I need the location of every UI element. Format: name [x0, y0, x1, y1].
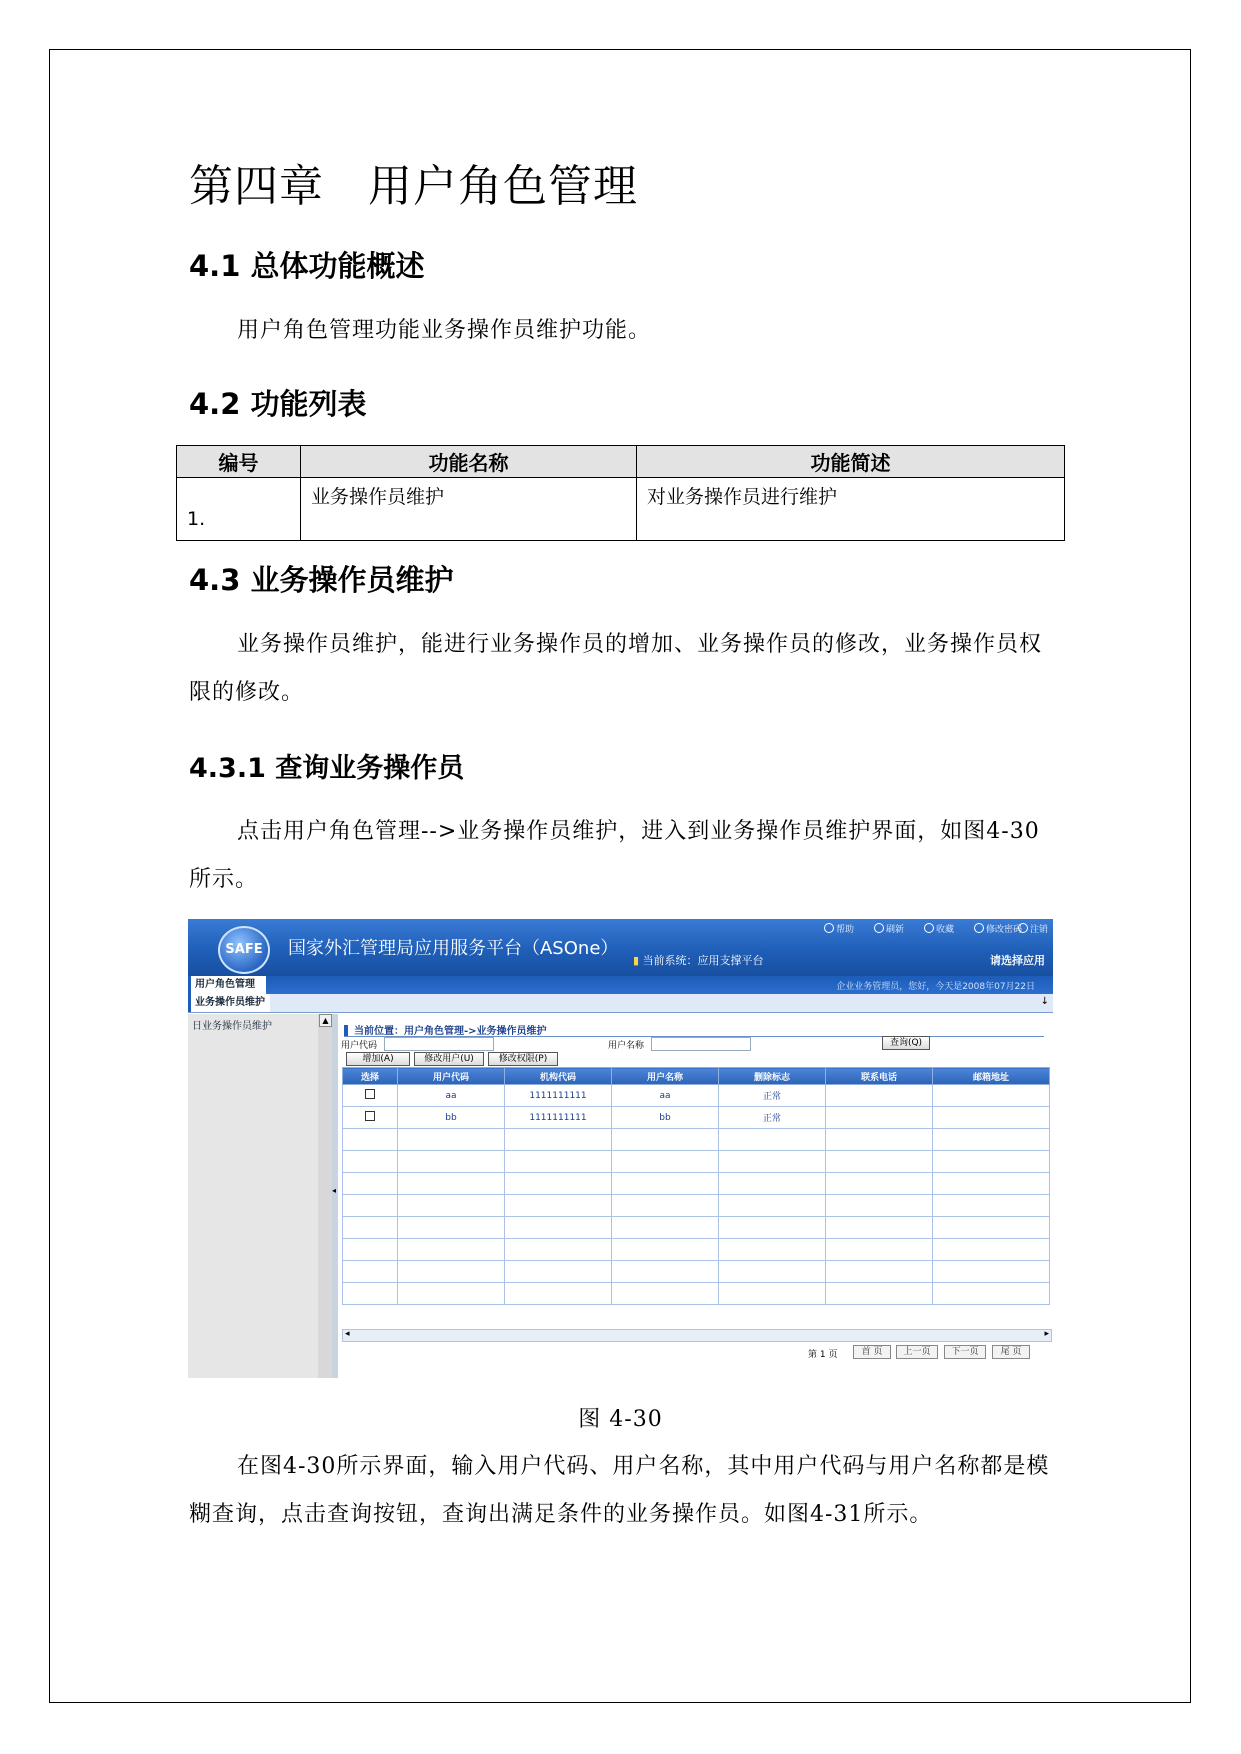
welcome-text: 企业业务管理员，您好，今天是2008年07月22日: [836, 982, 1035, 992]
table-row[interactable]: [343, 1085, 1050, 1107]
book-icon: ▮: [633, 954, 640, 967]
table-cell: 1.: [177, 478, 301, 541]
edit-permission-button[interactable]: 修改权限(P): [488, 1052, 558, 1066]
left-scrollbar[interactable]: [318, 1014, 332, 1378]
empty-row: [343, 1173, 1050, 1195]
next-page-button[interactable]: 下一页: [944, 1345, 986, 1359]
collapse-left-icon: ◂: [332, 1186, 337, 1195]
figure-caption: 图 4-30: [578, 1407, 663, 1432]
add-button[interactable]: 增加(A): [346, 1052, 410, 1066]
tree-item-operator-maintenance[interactable]: 日业务操作员维护: [192, 1021, 272, 1032]
last-page-button[interactable]: 尾 页: [992, 1345, 1030, 1359]
cell-delete-flag: 正常: [719, 1085, 826, 1107]
section-4-3-heading: 4.3 业务操作员维护: [189, 563, 454, 597]
arrow-down-icon[interactable]: ↓: [1040, 996, 1049, 1007]
table-cell: 对业务操作员进行维护: [637, 478, 1065, 541]
left-panel: [188, 1014, 318, 1378]
main-content: [338, 1014, 1053, 1378]
column-header[interactable]: 用户代码: [398, 1068, 505, 1085]
safe-logo: SAFE: [218, 926, 270, 974]
prev-page-button[interactable]: 上一页: [896, 1345, 938, 1359]
current-system: ▮ 当前系统：应用支撑平台: [633, 954, 764, 967]
empty-row: [343, 1261, 1050, 1283]
refresh-link[interactable]: 刷新: [874, 922, 904, 935]
function-table: [176, 445, 1065, 541]
table-header: 功能简述: [637, 446, 1065, 478]
query-button[interactable]: 查询(Q): [882, 1036, 930, 1050]
section-4-2-heading: 4.2 功能列表: [189, 387, 367, 421]
empty-row: [343, 1283, 1050, 1305]
cell-phone: [826, 1085, 933, 1107]
section-4-1-text: 用户角色管理功能业务操作员维护功能。: [237, 318, 652, 343]
row-checkbox[interactable]: [365, 1111, 375, 1121]
cell-user-code: bb: [398, 1107, 505, 1129]
logout-icon: [1018, 923, 1028, 933]
section-4-3-text: 业务操作员维护，能进行业务操作员的增加、业务操作员的修改，业务操作员权限的修改。: [189, 632, 1043, 705]
horizontal-scrollbar[interactable]: [342, 1329, 1052, 1342]
help-icon: [824, 923, 834, 933]
figure-screenshot: [188, 919, 1053, 1378]
page-info: 第 1 页: [808, 1350, 838, 1360]
column-header[interactable]: 用户名称: [612, 1068, 719, 1085]
user-name-input[interactable]: [651, 1037, 751, 1051]
column-header[interactable]: 选择: [343, 1068, 398, 1085]
table-row: [177, 478, 1065, 541]
scroll-left-icon: ◂: [345, 1329, 350, 1339]
user-code-label: 用户代码: [341, 1041, 378, 1051]
after-figure-text: 在图4-30所示界面，输入用户代码、用户名称，其中用户代码与用户名称都是模糊查询，点击查询按钮，查询出满足条件的业务操作员。如图4-31所示。: [189, 1454, 1050, 1527]
favorite-link[interactable]: 收藏: [924, 922, 954, 935]
column-header[interactable]: 删除标志: [719, 1068, 826, 1085]
empty-row: [343, 1129, 1050, 1151]
empty-row: [343, 1217, 1050, 1239]
cell-email: [933, 1085, 1050, 1107]
cell-user-code: aa: [398, 1085, 505, 1107]
section-4-3-1-text: 点击用户角色管理-->业务操作员维护，进入到业务操作员维护界面，如图4-30所示。: [189, 819, 1040, 892]
chapter-number: 第四章: [189, 161, 324, 212]
user-name-label: 用户名称: [608, 1041, 645, 1051]
empty-row: [343, 1195, 1050, 1217]
change-password-link[interactable]: 修改密码: [974, 922, 1022, 935]
cell-org-code: 1111111111: [505, 1085, 612, 1107]
tab-user-role-management[interactable]: 用户角色管理: [188, 976, 266, 994]
edit-user-button[interactable]: 修改用户(U): [414, 1052, 484, 1066]
logout-link[interactable]: 注销: [1018, 922, 1048, 935]
cell-user-name: bb: [612, 1107, 719, 1129]
cell-phone: [826, 1107, 933, 1129]
empty-row: [343, 1151, 1050, 1173]
table-cell: 业务操作员维护: [301, 478, 637, 541]
column-header[interactable]: 机构代码: [505, 1068, 612, 1085]
user-code-input[interactable]: [384, 1037, 494, 1051]
select-app-link[interactable]: 请选择应用: [990, 954, 1045, 967]
table-header: 功能名称: [301, 446, 637, 478]
sub-nav-bar: [188, 994, 1053, 1013]
app-title: 国家外汇管理局应用服务平台（ASOne）: [288, 938, 619, 959]
column-header[interactable]: 联系电话: [826, 1068, 933, 1085]
section-4-3-1-heading: 4.3.1 查询业务操作员: [189, 753, 465, 784]
cell-delete-flag: 正常: [719, 1107, 826, 1129]
table-header: 编号: [177, 446, 301, 478]
tab-operator-maintenance[interactable]: 业务操作员维护: [188, 994, 270, 1012]
chapter-title: 用户角色管理: [368, 161, 638, 212]
scroll-up-icon: ▲: [319, 1014, 332, 1027]
scroll-right-icon: ▸: [1044, 1329, 1049, 1339]
key-icon: [974, 923, 984, 933]
cell-user-name: aa: [612, 1085, 719, 1107]
cell-email: [933, 1107, 1050, 1129]
chapter-heading: [189, 150, 638, 214]
refresh-icon: [874, 923, 884, 933]
row-checkbox[interactable]: [365, 1089, 375, 1099]
empty-row: [343, 1239, 1050, 1261]
first-page-button[interactable]: 首 页: [853, 1345, 891, 1359]
star-icon: [924, 923, 934, 933]
column-header[interactable]: 邮箱地址: [933, 1068, 1050, 1085]
help-link[interactable]: 帮助: [824, 922, 854, 935]
breadcrumb: 当前位置：用户角色管理->业务操作员维护: [344, 1022, 547, 1037]
operator-table: [342, 1067, 1050, 1305]
section-4-1-heading: 4.1 总体功能概述: [189, 249, 425, 283]
table-row[interactable]: [343, 1107, 1050, 1129]
cell-org-code: 1111111111: [505, 1107, 612, 1129]
